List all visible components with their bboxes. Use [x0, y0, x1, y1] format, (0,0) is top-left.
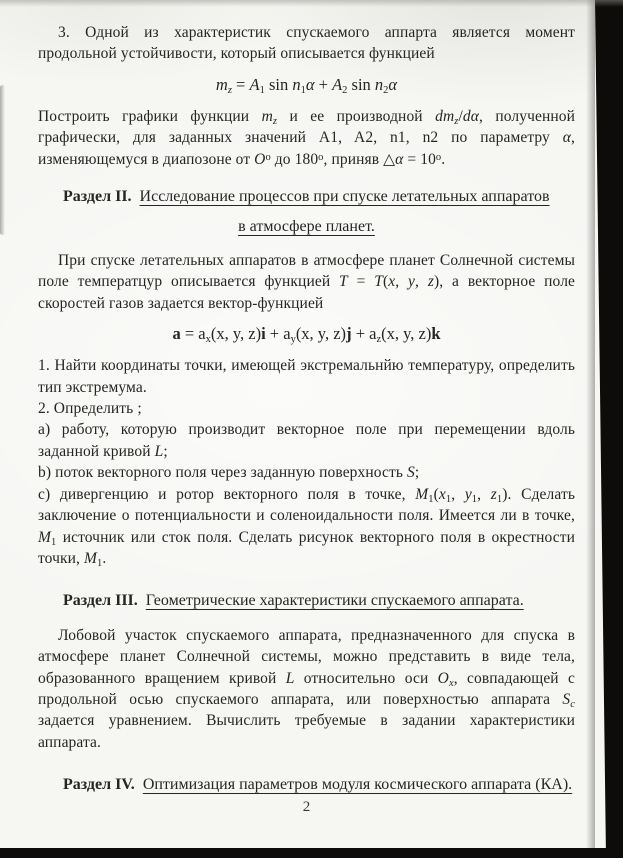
section2-heading-line2 [38, 216, 575, 238]
item3-task-paragraph: Построить графики функции $m_z$ и ее производной $dm_z/d\alpha$, полученной графически, для заданных значений A1, A2, n1, n2 по параметру α, изменяющемуся в диапозоне от $O^o$ до 180$^o$, приняв △α = $10^o$. [38, 107, 575, 168]
section3-title: Геометрические характеристики спускаемого аппарата. [145, 592, 524, 610]
section2-task-b: b) поток векторного поля через заданную поверхность S; [38, 464, 420, 482]
item3-intro-paragraph: 3. Одной из характеристик спускаемого аппарта является момент продольной устойчивости, который описывается функцией [38, 24, 575, 63]
section2-title-line2: в атмосфере планет. [238, 217, 375, 235]
page-number: 2 [302, 799, 311, 815]
formula-vector-field: $a = a_x(x$, y, $z)i + a_y(x$, y, $z)j + a_z(x$, y, z)k [172, 324, 441, 346]
scan-right-edge-shadow [586, 0, 595, 858]
formula-longitudinal-moment: $m_z = A_1$ $\sin n_1\alpha + A_2$ $\sin n_2\alpha$ [215, 74, 398, 96]
scan-bottom-black-edge [0, 848, 623, 858]
section3-body-paragraph: Лобовой участок спускаемого аппарата, предназначенного для спуска в атмосфере планет Солнечной системы, можно представить в виде тела, образованного вращением кривой L относительно оси $O_x$, совпадающей с продольной осью спускаемого аппарата, или поверхностью аппарата $S_c$ задается уравнением. Вычислить требуемые в задании характеристики аппарата. [38, 626, 576, 751]
section2-heading [38, 186, 575, 237]
section2-task-c: c) дивергенцию и ротор векторного поля в точке, $M_1(x_1$, $y_1$, $z_1$). Сделать заключение о потенциальности и соленоидальности поля. Имеется ли в точке, $M_1$ источник или сток поля. Сделать рисунок векторного поля в окрестности точки, $M_1$. [38, 485, 575, 569]
scan-top-smudge [0, 0, 623, 7]
section2-title-line1: Исследование процессов при спуске летательных аппаратов [139, 188, 550, 206]
scan-left-smudge [0, 85, 5, 235]
section4-label: Раздел IV. [63, 776, 135, 794]
section3-heading [38, 590, 575, 612]
section4-title: Оптимизация параметров модуля космического аппарата (КА). [142, 776, 573, 794]
section2-heading-line1 [38, 186, 575, 208]
section2-task-2: 2. Определить ; [38, 400, 142, 418]
section2-task-a: a) работу, которую производит векторное поле при перемещении вдоль заданной кривой L; [38, 421, 575, 460]
section2-intro-paragraph: При спуске летательных аппаратов в атмосфере планет Солнечной системы поле температцур описывается функцией T = T(x, y, z), а векторное поле скоростей газов задается вектор-функцией [38, 252, 576, 312]
section2-task-1: 1. Найти координаты точки, имеющей экстремальнйю температуру, определить тип экстремума. [38, 357, 575, 396]
section3-label: Раздел III. [63, 592, 138, 610]
section2-label: Раздел II. [63, 188, 132, 206]
section4-heading [38, 774, 575, 796]
